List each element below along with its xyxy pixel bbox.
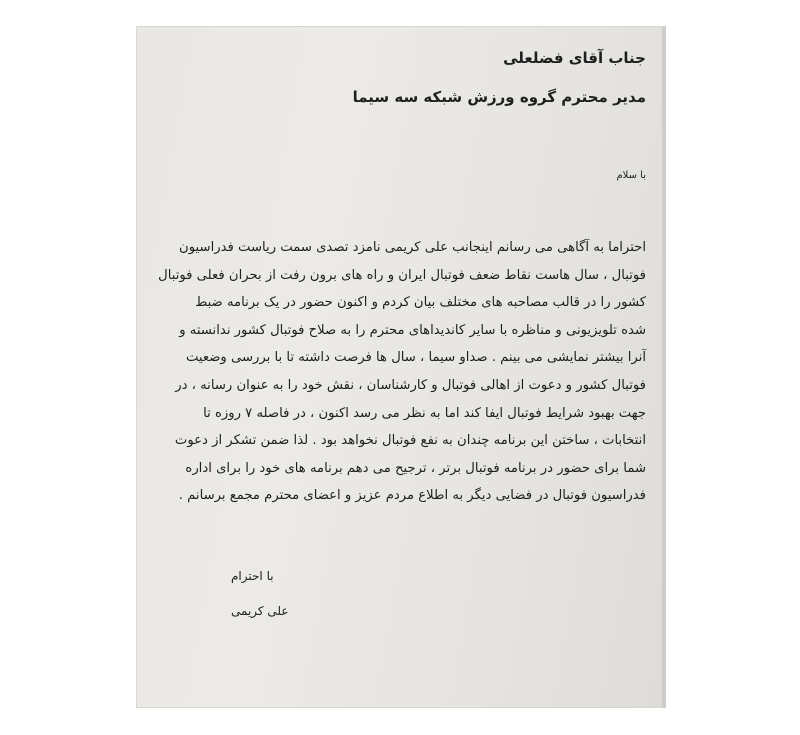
body-line: انتخابات ، ساختن این برنامه چندان به نفع فوتبال نخواهد بود . لذا ضمن تشکر از دعوت <box>174 433 646 449</box>
body-line: آنرا بیشتر نمایشی می بینم . صداو سیما ، سال ها فرصت داشته تا با بررسی وضعیت <box>185 350 646 366</box>
body-line: فوتبال ، سال هاست نقاط ضعف فوتبال ایران و راه های برون رفت از بحران فعلی فوتبال <box>158 267 646 283</box>
body-line: فوتبال کشور و دعوت از اهالی فوتبال و کارشناسان ، نقش خود را به عنوان رسانه ، در <box>175 377 646 393</box>
paper-edge-shadow <box>662 26 666 708</box>
letter-paper <box>136 26 666 708</box>
body-line: جهت بهبود شرایط فوتبال ایفا کند اما به نظر می رسد اکنون ، در فاصله ۷ روزه تا <box>203 405 646 421</box>
greeting: با سلام <box>616 170 646 181</box>
body-line: شده تلویزیونی و مناظره با سایر کاندیداهای محترم را به صلاح فوتبال کشور ندانسته و <box>179 322 646 338</box>
body-line: فدراسیون فوتبال در فضایی دیگر به اطلاع مردم عزیز و اعضای محترم مجمع برسانم . <box>178 488 646 504</box>
letter-body <box>156 234 646 510</box>
body-line: احتراما به آگاهی می رسانم اینجانب علی کریمی نامزد تصدی سمت ریاست فدراسیون <box>179 240 646 255</box>
body-line: کشور را در قالب مصاحبه های مختلف بیان کردم و اکنون حضور در یک برنامه ضبط <box>195 295 646 311</box>
body-line: شما برای حضور در برنامه فوتبال برتر ، ترجیح می دهم برنامه های خود را برای اداره <box>185 460 646 476</box>
recipient-name: جناب آقای فضلعلی <box>503 49 646 67</box>
signature: علی کریمی <box>231 604 289 618</box>
recipient-title: مدیر محترم گروه ورزش شبکه سه سیما <box>352 88 646 106</box>
closing: با احترام <box>231 569 274 583</box>
